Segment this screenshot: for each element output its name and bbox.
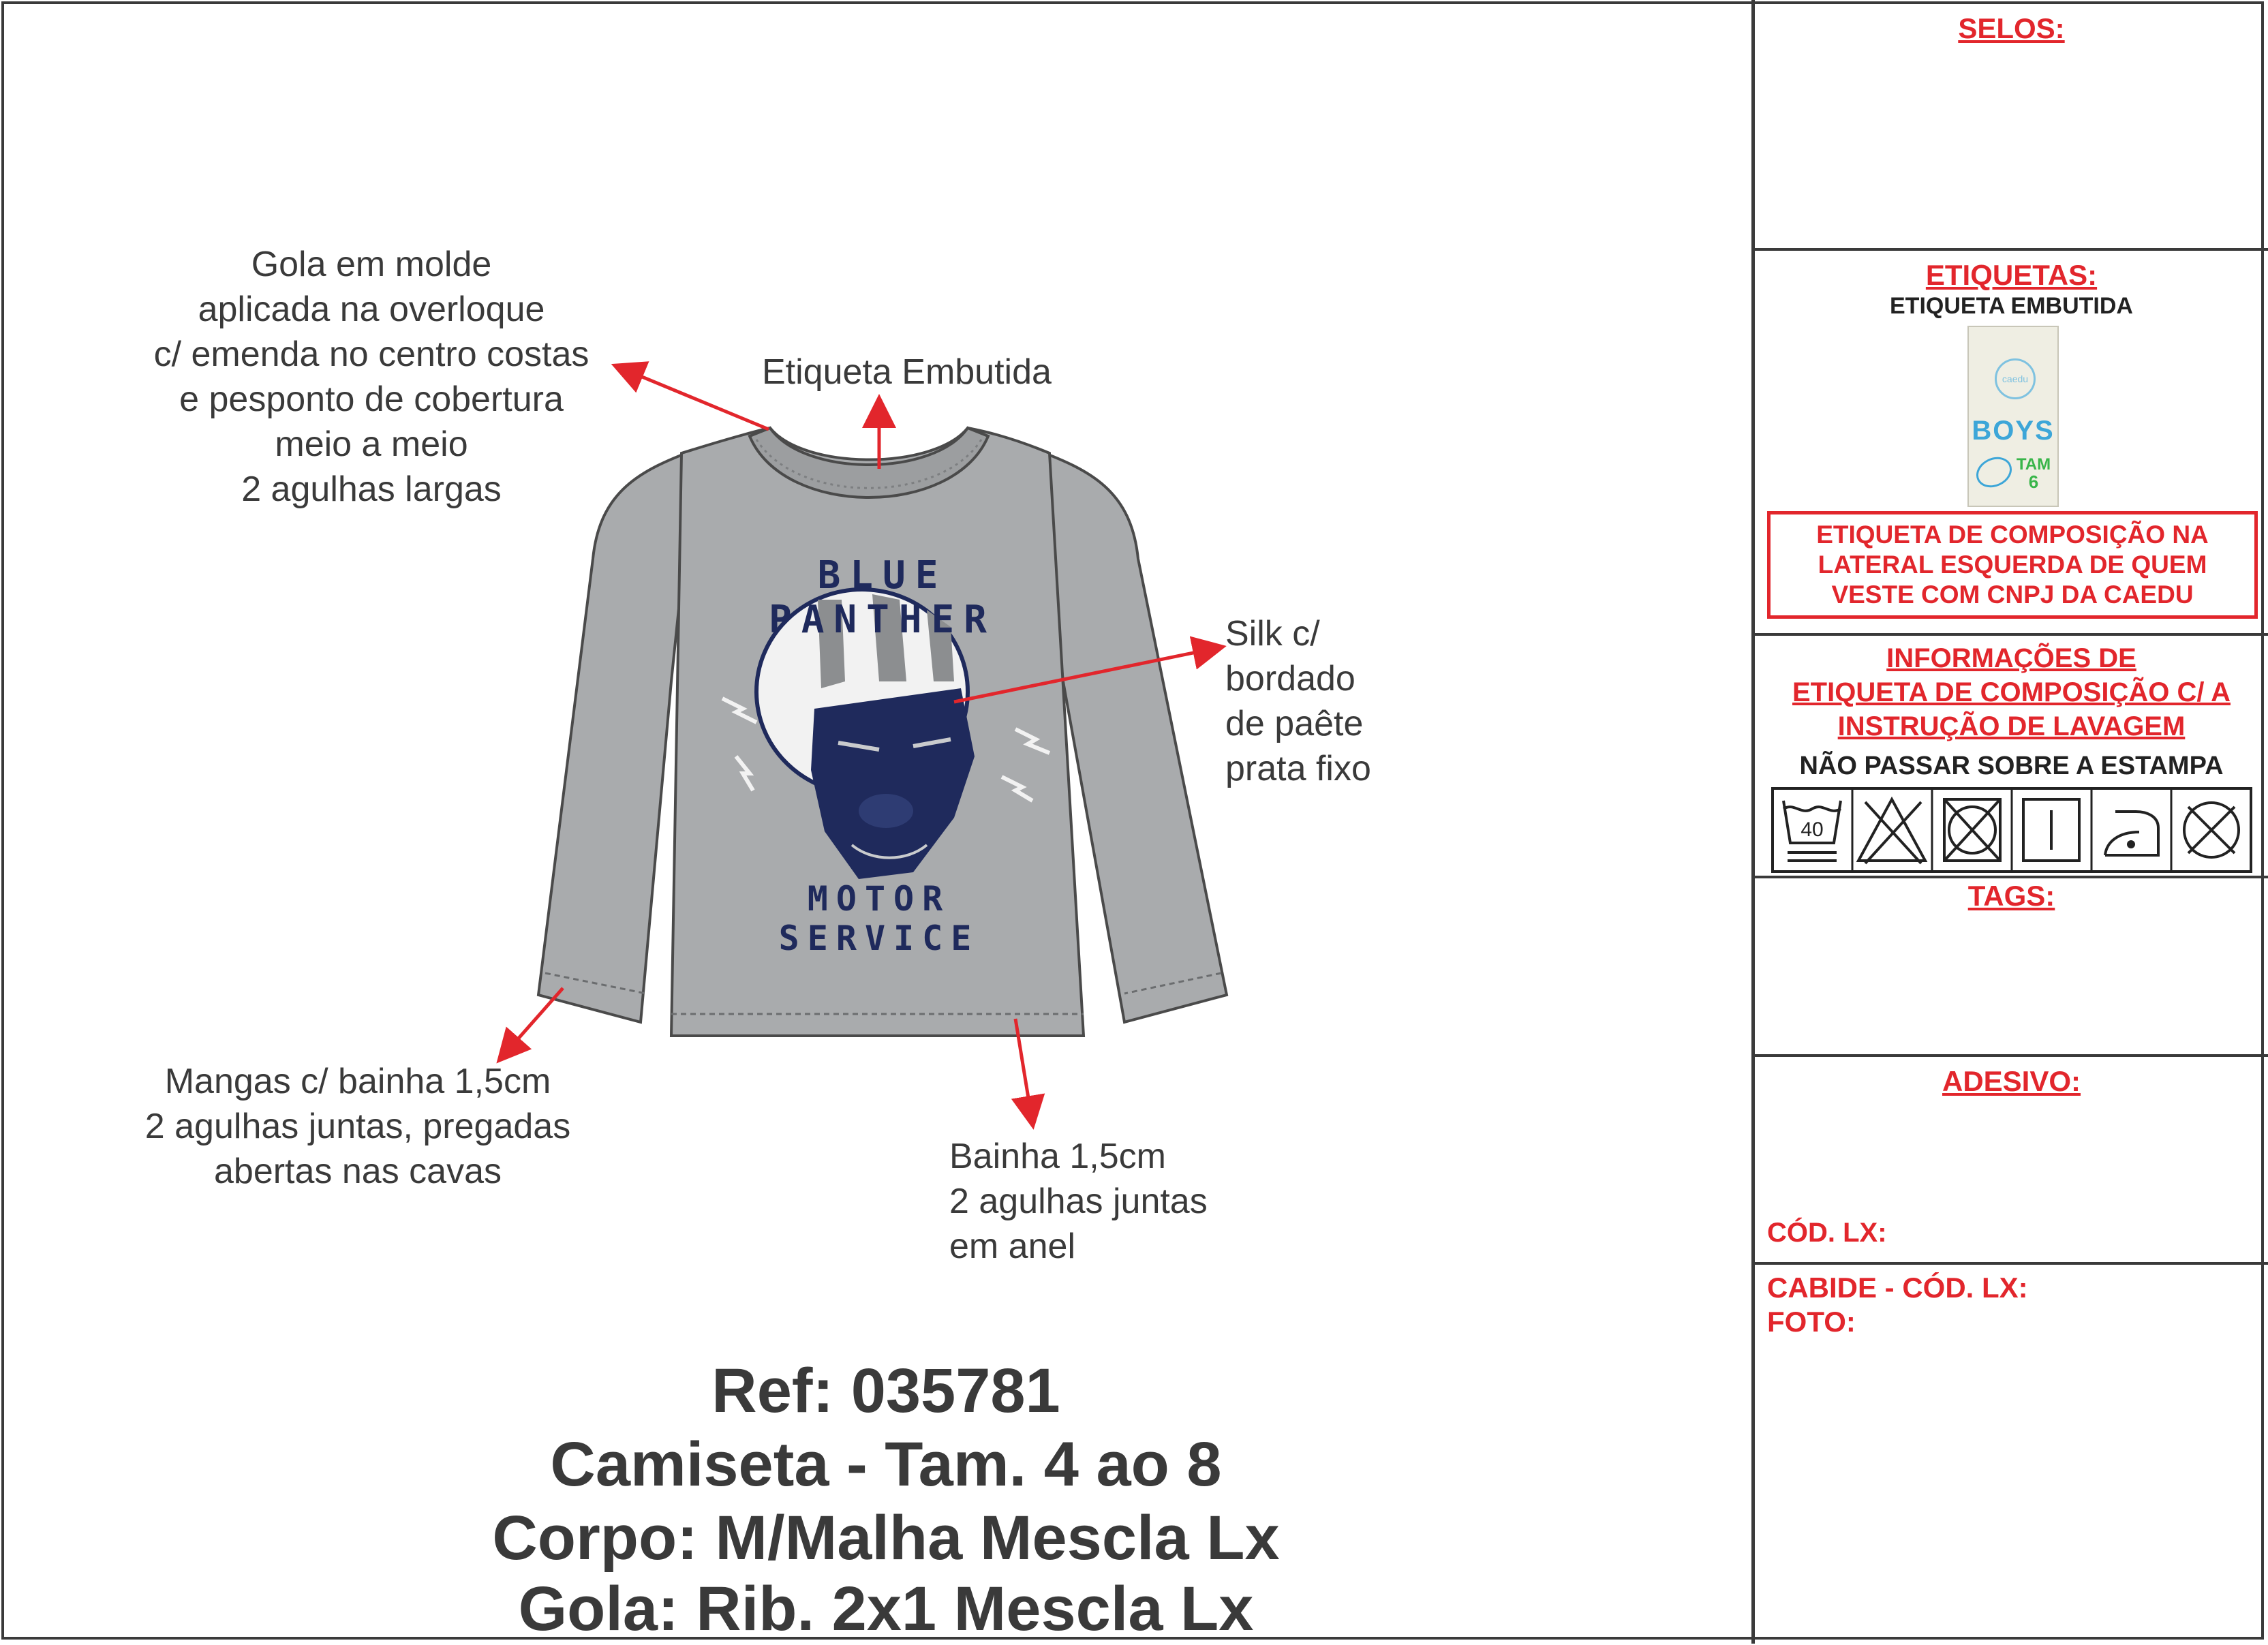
gola-line: c/ emenda no centro costas [153,335,589,374]
bainha-line: Bainha 1,5cm [949,1137,1166,1176]
composicao-line: VESTE COM CNPJ DA CAEDU [1831,581,2194,609]
etiqueta-note: Etiqueta Embutida [762,352,1052,392]
line-dry-icon [2023,799,2079,861]
mangas-line: Mangas c/ bainha 1,5cm [164,1062,551,1101]
gola-line: Gola em molde [251,245,492,284]
gola-line: 2 agulhas largas [241,470,502,509]
cod-lx-label: CÓD. LX: [1767,1218,1887,1248]
gola-line: aplicada na overloque [198,290,545,329]
product-corpo: Corpo: M/Malha Mescla Lx [492,1503,1280,1573]
silk-line: bordado [1225,659,1355,698]
info-section [1755,636,2268,878]
label-size: 6 [2028,472,2039,492]
info-title-line: INSTRUÇÃO DE LAVAGEM [1837,711,2186,741]
cabide-label: CABIDE - CÓD. LX: [1767,1272,2028,1304]
label-boys: BOYS [1972,416,2055,446]
mangas-line: 2 agulhas juntas, pregadas [144,1107,571,1146]
label-swatch [1967,326,2059,507]
print-text-top: BLUE PANTHER [768,553,996,642]
product-name: Camiseta - Tam. 4 ao 8 [550,1430,1222,1499]
tags-section [1755,878,2268,1057]
adesivo-section [1755,1057,2268,1265]
no-bleach-icon [1858,799,1925,863]
composicao-line: ETIQUETA DE COMPOSIÇÃO NA [1816,521,2209,549]
composicao-note [1767,511,2258,619]
tags-title: TAGS: [1967,880,2055,912]
composicao-line: LATERAL ESQUERDA DE QUEM [1818,551,2207,579]
etiquetas-title: ETIQUETAS: [1925,259,2098,291]
silk-line: de paête [1225,704,1364,743]
iron-low-icon [2105,812,2158,855]
gola-line: e pesponto de cobertura [179,380,564,419]
cabide-section [1755,1265,2268,1644]
care-symbols [1771,787,2252,873]
side-panel [1751,0,2268,1644]
info-title-line: INFORMAÇÕES DE [1886,643,2136,673]
wash-temp-text: 40 [1800,818,1824,841]
mangas-arrow [501,988,563,1058]
label-tam: TAM [2016,455,2051,474]
product-ref: Ref: 035781 [711,1356,1060,1426]
gola-line: meio a meio [275,425,468,464]
no-tumble-dry-icon [1944,799,2000,861]
foto-label: FOTO: [1767,1306,1856,1338]
info-title [1755,641,2268,743]
selos-title: SELOS: [1958,12,2065,44]
silk-line: Silk c/ [1225,614,1320,654]
left-sleeve [538,450,695,1022]
adesivo-title: ADESIVO: [1942,1065,2081,1097]
bainha-line: em anel [949,1227,1075,1266]
mangas-line: abertas nas cavas [213,1152,502,1191]
selos-section [1755,0,2268,251]
nao-passar-label: NÃO PASSAR SOBRE A ESTAMPA [1799,752,2224,780]
etiquetas-section [1755,251,2268,636]
print-text-bottom: MOTOR SERVICE [778,879,980,958]
brand-logo: caedu [1995,358,2036,399]
gola-arrow [617,367,769,429]
silk-line: prata fixo [1225,749,1371,788]
no-dry-clean-icon [2184,803,2239,857]
etiqueta-embutida-label: ETIQUETA EMBUTIDA [1890,293,2133,319]
info-title-line: ETIQUETA DE COMPOSIÇÃO C/ A [1792,677,2231,707]
bainha-line: 2 agulhas juntas [949,1182,1208,1221]
product-gola: Gola: Rib. 2x1 Mescla Lx [518,1574,1254,1644]
